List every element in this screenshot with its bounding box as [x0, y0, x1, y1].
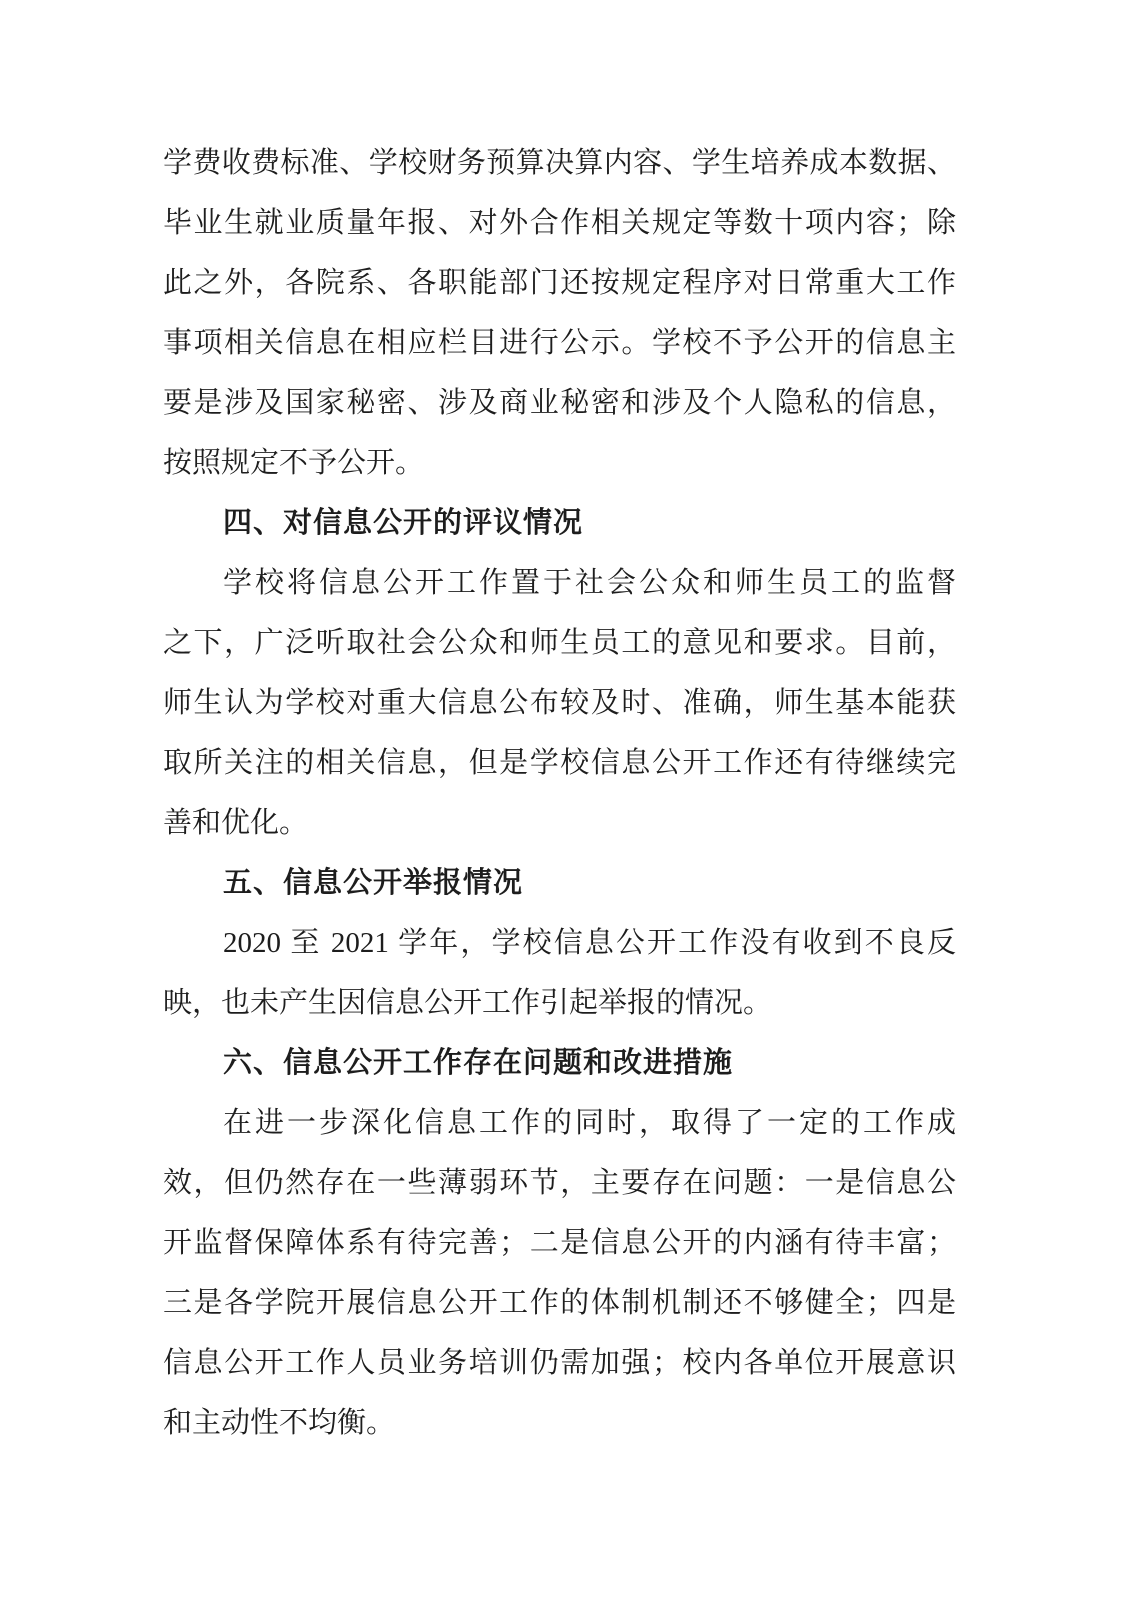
text-line: 善和优化。: [163, 807, 309, 839]
text-line: 师生认为学校对重大信息公布较及时、准确，师生基本能获: [163, 687, 956, 719]
paragraph: [163, 133, 956, 493]
paragraph: [163, 913, 956, 1033]
text-line: 和主动性不均衡。: [163, 1407, 396, 1439]
text-line: 效，但仍然存在一些薄弱环节，主要存在问题：一是信息公: [163, 1167, 956, 1199]
text-line: 要是涉及国家秘密、涉及商业秘密和涉及个人隐私的信息，: [163, 387, 956, 419]
section-heading: 五、信息公开举报情况: [223, 867, 524, 899]
text-line: 事项相关信息在相应栏目进行公示。学校不予公开的信息主: [163, 327, 956, 359]
text-line: 映，也未产生因信息公开工作引起举报的情况。: [163, 987, 773, 1019]
section-heading: 六、信息公开工作存在问题和改进措施: [223, 1047, 734, 1079]
section-heading: 四、对信息公开的评议情况: [223, 507, 584, 539]
document-content: [163, 133, 956, 1453]
text-line: 信息公开工作人员业务培训仍需加强；校内各单位开展意识: [163, 1347, 956, 1379]
text-line: 按照规定不予公开。: [163, 447, 425, 479]
paragraph: [163, 553, 956, 853]
text-line: 学费收费标准、学校财务预算决算内容、学生培养成本数据、: [163, 147, 956, 179]
text-line: 之下，广泛听取社会公众和师生员工的意见和要求。目前，: [163, 627, 956, 659]
text-line: 开监督保障体系有待完善；二是信息公开的内涵有待丰富；: [163, 1227, 956, 1259]
text-line: 此之外，各院系、各职能部门还按规定程序对日常重大工作: [163, 267, 956, 299]
text-line: 在进一步深化信息工作的同时，取得了一定的工作成: [223, 1107, 956, 1139]
text-line: 学校将信息公开工作置于社会公众和师生员工的监督: [223, 567, 956, 599]
text-line: 2020 至 2021 学年，学校信息公开工作没有收到不良反: [223, 927, 956, 959]
text-line: 毕业生就业质量年报、对外合作相关规定等数十项内容；除: [163, 207, 956, 239]
text-line: 三是各学院开展信息公开工作的体制机制还不够健全；四是: [163, 1287, 956, 1319]
paragraph: [163, 1093, 956, 1453]
text-line: 取所关注的相关信息，但是学校信息公开工作还有待继续完: [163, 747, 956, 779]
